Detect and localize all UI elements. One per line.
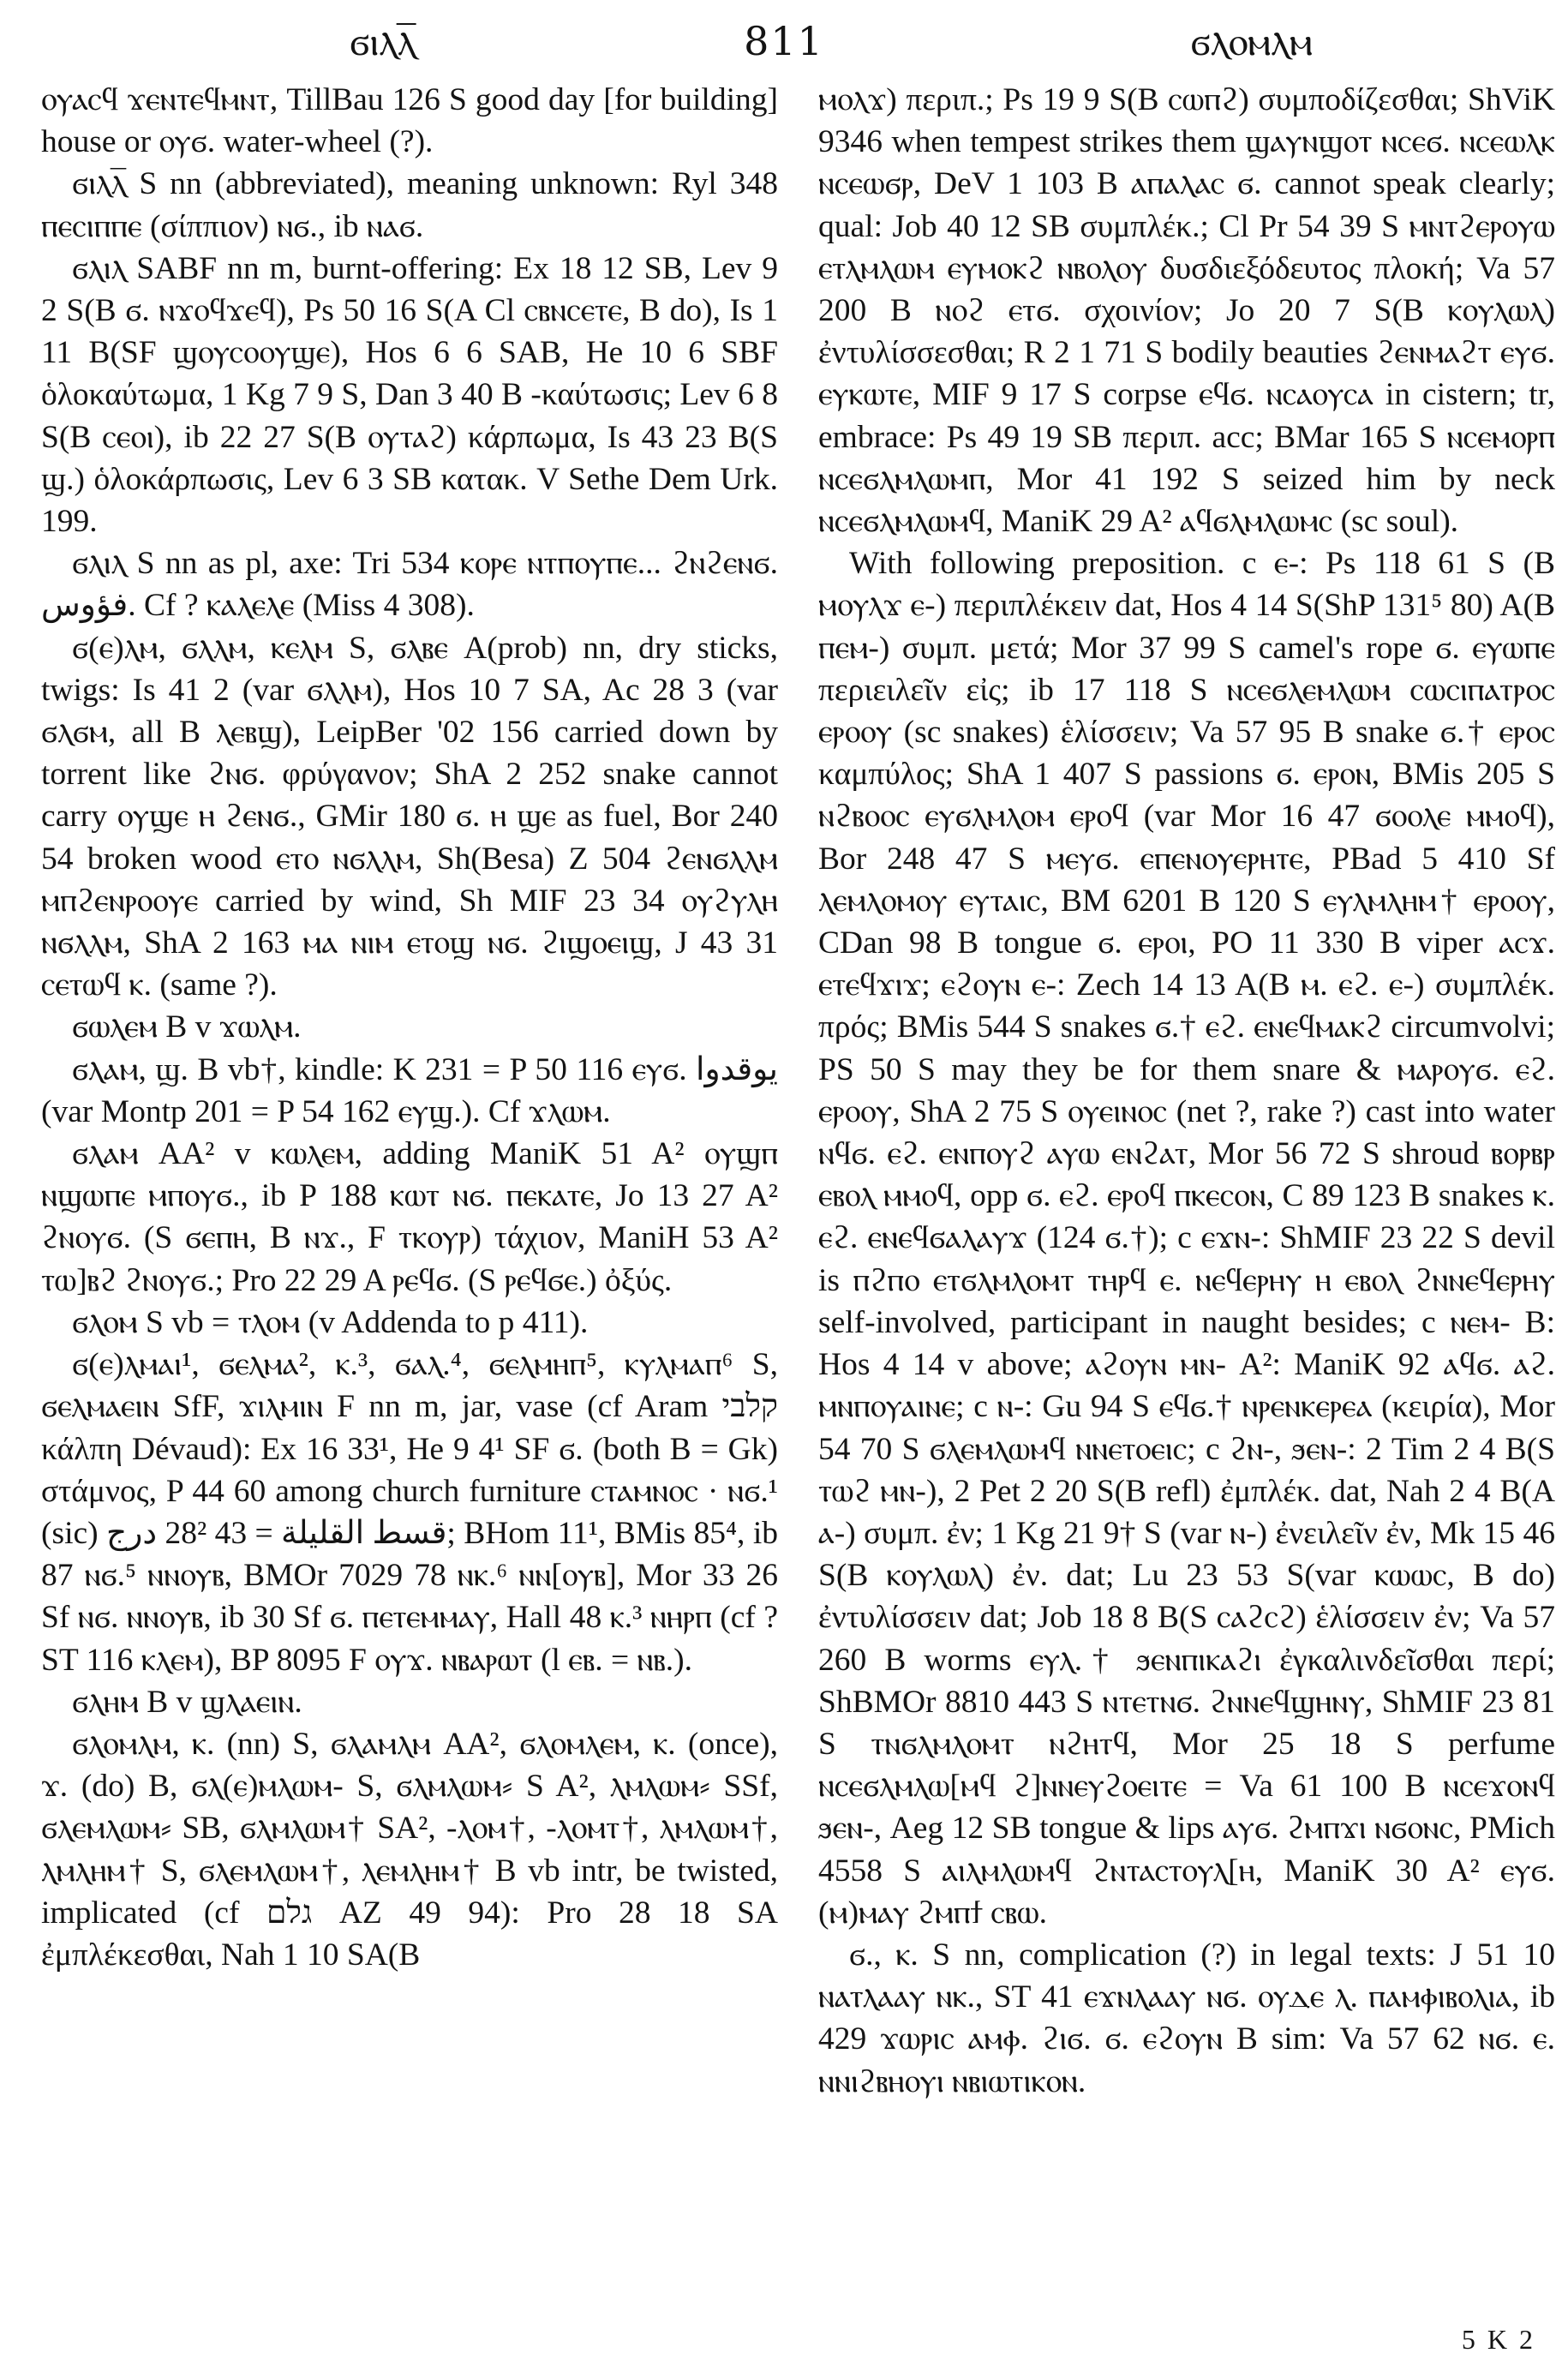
dictionary-entry: ⲙⲟⲗϫ) περιπ.; Ps 19 9 S(B ⲥⲱⲡϩ) συμποδίζεσθαι; ShViK 9346 when tempest strikes them ϣⲁⲩⲛϣⲟⲧ ⲛⲥⲉϭ. ⲛⲥⲉⲱⲗⲕ ⲛⲥⲉⲱϭⲣ, DeV 1 103 B ⲁⲡⲁⲗⲁⲥ ϭ. cannot speak clearly; qual: Job 40 12 SB συμπλέκ.; Cl Pr 54 39 S ⲙⲛⲧϩⲉⲣⲟⲩⲱ ⲉⲧⲗⲙⲗⲱⲙ ⲉⲩⲙⲟⲕϩ ⲛⲃⲟⲗⲟⲩ δυσδιεξόδευτος πλοκή; Va 57 200 B ⲛⲟϩ ⲉⲧϭ. σχοινίον; Jo 20 7 S(B ⲕⲟⲩⲗⲱⲗ) ἐντυλίσσεσθαι; R 2 1 71 S bodily beauties ϩⲉⲛⲙⲁϩⲧ ⲉⲩϭ. ⲉⲩⲕⲱⲧⲉ, MIF 9 17 S corpse ⲉϥϭ. ⲛⲥⲁⲟⲩⲥⲁ in cistern; tr, embrace: Ps 49 19 SB περιπ. acc; BMar 165 S ⲛⲥⲉⲙⲟⲣⲡ ⲛⲥⲉϭⲗⲙⲗⲱⲙⲡ, Mor 41 192 S seized him by neck ⲛⲥⲉϭⲗⲙⲗⲱⲙϥ, ManiK 29 A² ⲁϥϭⲗⲙⲗⲱⲙⲥ (sc soul). xyxy=(818,82,1555,540)
dictionary-entry: ϭⲗⲟⲙⲗⲙ, ⲕ. (nn) S, ϭⲗⲁⲙⲗⲙ AA², ϭⲗⲟⲙⲗⲉⲙ, ⲕ. (once), ϫ. (do) B, ϭⲗ(ⲉ)ⲙⲗⲱⲙ- S, ϭⲗⲙⲗⲱⲙ⸗ S A², ⲗⲙⲗⲱⲙ⸗ SSf, ϭⲗⲉⲙⲗⲱⲙ⸗ SB, ϭⲗⲙⲗⲱⲙ† SA², -ⲗⲟⲙ†, -ⲗⲟⲙⲧ†, ⲗⲙⲗⲱⲙ†, ⲗⲙⲗⲏⲙ† S, ϭⲗⲉⲙⲗⲱⲙ†, ⲗⲉⲙⲗⲏⲙ† B vb intr, be twisted, implicated (cf גלם AZ 49 94): Pro 28 18 SA ἐμπλέκεσθαι, Nah 1 10 SA(B xyxy=(41,1726,778,1973)
dictionary-entry: ϭⲓⲗⲗ̅ S nn (abbreviated), meaning unknown: Ryl 348 ⲡⲉⲥⲓⲡⲡⲉ (σίππιον) ⲛϭ., ib ⲛⲁϭ. xyxy=(41,166,778,244)
dictionary-entry: ϭⲗⲟⲙ S vb = ⲧⲗⲟⲙ (v Addenda to p 411). xyxy=(72,1304,589,1340)
header-left-headword: ϭⲓⲗⲗ̅ xyxy=(350,18,416,64)
dictionary-entry: With following preposition. c ⲉ-: Ps 118 61 S (B ⲙⲟⲩⲗϫ ⲉ-) περιπλέκειν dat, Hos 4 14 S(ShP 131⁵ 80) A(B ⲡⲉⲙ-) συμπ. μετά; Mor 37 99 S camel's rope ϭ. ⲉⲩⲱⲡⲉ περιειλεῖν εἰς; ib 17 118 S ⲛⲥⲉϭⲗⲉⲙⲗⲱⲙ ⲥⲱⲥⲓⲡⲁⲧⲣⲟⲥ ⲉⲣⲟⲟⲩ (sc snakes) ἑλίσσειν; Va 57 95 B snake ϭ.† ⲉⲣⲟⲥ καμπύλος; ShA 1 407 S passions ϭ. ⲉⲣⲟⲛ, BMis 205 S ⲛϩⲃⲟⲟⲥ ⲉⲩϭⲗⲙⲗⲟⲙ ⲉⲣⲟϥ (var Mor 16 47 ϭⲟⲟⲗⲉ ⲙⲙⲟϥ), Bor 248 47 S ⲙⲉⲩϭ. ⲉⲡⲉⲛⲟⲩⲉⲣⲏⲧⲉ, PBad 5 410 Sf ⲗⲉⲙⲗⲟⲙⲟⲩ ⲉⲩⲧⲁⲓⲥ, BM 6201 B 120 S ⲉⲩⲗⲙⲗⲏⲙ† ⲉⲣⲟⲟⲩ, CDan 98 B tongue ϭ. ⲉⲣⲟⲓ, PO 11 330 B viper ⲁⲥϫ. ⲉⲧⲉϥϫⲓϫ; ⲉϩⲟⲩⲛ ⲉ-: Zech 14 13 A(B ⲙ. ⲉϩ. ⲉ-) συμπλέκ. πρός; BMis 544 S snakes ϭ.† ⲉϩ. ⲉⲛⲉϥⲙⲁⲕϩ circumvolvi; PS 50 S may they be for them snare & ⲙⲁⲣⲟⲩϭ. ⲉϩ. ⲉⲣⲟⲟⲩ, ShA 2 75 S ⲟⲩⲉⲓⲛⲟⲥ (net ?, rake ?) cast into water ⲛϥϭ. ⲉϩ. ⲉⲛⲡⲟⲩϩ ⲁⲩⲱ ⲉⲛϩⲁⲧ, Mor 56 72 S shroud ⲃⲟⲣⲃⲣ ⲉⲃⲟⲗ ⲙⲙⲟϥ, opp ϭ. ⲉϩ. ⲉⲣⲟϥ ⲡⲕⲉⲥⲟⲛ, C 89 123 B snakes ⲕ. ⲉϩ. ⲉⲛⲉϥϭⲁⲗⲁⲩϫ (124 ϭ.†); c ⲉϫⲛ-: ShMIF 23 22 S devil is ⲡϩⲡⲟ ⲉⲧϭⲗⲙⲗⲟⲙⲧ ⲧⲏⲣϥ ⲉ. ⲛⲉϥⲉⲣⲏⲩ ⲏ ⲉⲃⲟⲗ ϩⲛⲛⲉϥⲉⲣⲏⲩ self-involved, participant in naught besides; c ⲛⲉⲙ- B: Hos 4 14 v above; ⲁϩⲟⲩⲛ ⲙⲛ- A²: ManiK 92 ⲁϥϭ. ⲁϩ. ⲙⲛⲡⲟⲩⲁⲓⲛⲉ; c ⲛ-: Gu 94 S ⲉϥϭ.† ⲛⲣⲉⲛⲕⲉⲣⲉⲁ (κειρία), Mor 54 70 S ϭⲗⲉⲙⲗⲱⲙϥ ⲛⲛⲉⲧⲟⲉⲓⲥ; c ϩⲛ-, ϧⲉⲛ-: 2 Tim 2 4 B(S ⲧⲱϩ ⲙⲛ-), 2 Pet 2 20 S(B refl) ἐμπλέκ. dat, Nah 2 4 B(A ⲁ-) συμπ. ἐν; 1 Kg 21 9† S (var ⲛ-) ἐνειλεῖν ἐν, Mk 15 46 S(B ⲕⲟⲩⲗⲱⲗ) ἐν. dat; Lu 23 53 S(var ⲕⲱⲱⲥ, B do) ἐντυλίσσειν dat; Job 18 8 B(S ⲥⲁϩⲥϩ) ἑλίσσειν ἐν; Va 57 260 B worms ⲉⲩⲗ.† ϧⲉⲛⲡⲓⲕⲁϩⲓ ἐγκαλινδεῖσθαι περί; ShBMOr 8810 443 S ⲛⲧⲉⲧⲛϭ. ϩⲛⲛⲉϥϣⲏⲛⲩ, ShMIF 23 81 S ⲧⲛϭⲗⲙⲗⲟⲙⲧ ⲛϩⲏⲧϥ, Mor 25 18 S perfume ⲛⲥⲉϭⲗⲙⲗⲱ[ⲙϥ ϩ]ⲛⲛⲉⲩϩⲟⲉⲓⲧⲉ = Va 61 100 B ⲛⲥⲉϫⲟⲛϥ ϧⲉⲛ-, Aeg 12 SB tongue & lips ⲁⲩϭ. ϩⲙⲡϫⲓ ⲛϭⲟⲛⲥ, PMich 4558 S ⲁⲓⲗⲙⲗⲱⲙϥ ϩⲛⲧⲁⲥⲧⲟⲩⲗ[ⲏ, ManiK 30 A² ⲉⲩϭ. (ⲙ)ⲙⲁⲩ ϩⲙⲡϯ ⲥⲃⲱ. xyxy=(818,546,1555,1931)
dictionary-entry: ϭ(ⲉ)ⲗⲙⲁⲓ¹, ϭⲉⲗⲙⲁ², ⲕ.³, ϭⲁⲗ.⁴, ϭⲉⲗⲙⲏⲡ⁵, ⲕⲩⲗⲙⲁⲡ⁶ S, ϭⲉⲗⲙⲁⲉⲓⲛ SfF, ϫⲓⲗⲙⲓⲛ F nn m, jar, vase (cf Aram קלבי κάλπη Dévaud): Ex 16 33¹, He 9 4¹ SF ϭ. (both B = Gk) στάμνος, P 44 60 among church furniture ⲥⲧⲁⲙⲛⲟⲥ · ⲛϭ.¹ (sic) ﻗﺴﻂ ﺍﻟﻘﻠﻴﻠﺔ = 43 28² ﺩﺭﺝ; BHom 11¹, BMis 85⁴, ib 87 ⲛϭ.⁵ ⲛⲛⲟⲩⲃ, BMOr 7029 78 ⲛⲕ.⁶ ⲛⲛ[ⲟⲩⲃ], Mor 33 26 Sf ⲛϭ. ⲛⲛⲟⲩⲃ, ib 30 Sf ϭ. ⲡⲉⲧⲉⲙⲙⲁⲩ, Hall 48 ⲕ.³ ⲛⲏⲣⲡ (cf ? ST 116 ⲕⲗⲉⲙ), BP 8095 F ⲟⲩϫ. ⲛⲃⲁⲣⲱⲧ (l ⲉⲃ. = ⲛⲃ.). xyxy=(41,1347,778,1678)
dictionary-entry: ϭⲗⲁⲙ, ϣ. B vb†, kindle: K 231 = P 50 116 ⲉⲩϭ. ﻳﻮﻗﺪﻭﺍ (var Montp 201 = P 54 162 ⲉⲩϣ.). Cf ϫⲗⲱⲙ. xyxy=(41,1051,778,1129)
left-column xyxy=(41,79,778,1976)
dictionary-entry: ϭⲱⲗⲉⲙ B v ϫⲱⲗⲙ. xyxy=(72,1009,302,1045)
signature-mark: 5 K 2 xyxy=(1461,2324,1535,2355)
dictionary-entry: ϭⲗⲓⲗ SABF nn m, burnt-offering: Ex 18 12 SB, Lev 9 2 S(B ϭ. ⲛϫⲟϥϫⲉϥ), Ps 50 16 S(A Cl ⲥⲃⲛⲥⲉⲧⲉ, B do), Is 1 11 B(SF ϣⲟⲩⲥⲟⲟⲩϣⲉ), Hos 6 6 SAB, He 10 6 SBF ὁλοκαύτωμα, 1 Kg 7 9 S, Dan 3 40 B -καύτωσις; Lev 6 8 S(B ⲥⲉⲟⲓ), ib 22 27 S(B ⲟⲩⲧⲁϩ) κάρπωμα, Is 43 23 B(S ϣ.) ὁλοκάρπωσις, Lev 6 3 SB κατακ. V Sethe Dem Urk. 199. xyxy=(41,250,778,540)
header-right-headword: ϭⲗⲟⲙⲗⲙ xyxy=(1190,18,1313,64)
dictionary-entry: ϭⲗⲏⲙ B v ϣⲗⲁⲉⲓⲛ. xyxy=(72,1684,302,1720)
right-column xyxy=(818,79,1555,2103)
page-header xyxy=(41,15,1527,67)
dictionary-entry: ϭ., ⲕ. S nn, complication (?) in legal texts: J 51 10 ⲛⲁⲧⲗⲁⲁⲩ ⲛⲕ., ST 41 ⲉϫⲛⲗⲁⲁⲩ ⲛϭ. ⲟⲩⲇⲉ ⲗ. ⲡⲁⲙⲫⲓⲃⲟⲗⲓⲁ, ib 429 ϫⲱⲣⲓⲥ ⲁⲙⲫ. ϩⲓϭ. ϭ. ⲉϩⲟⲩⲛ B sim: Va 57 62 ⲛϭ. ⲉ. ⲛⲛⲓϩⲃⲏⲟⲩⲓ ⲛⲃⲓⲱⲧⲓⲕⲟⲛ. xyxy=(818,1937,1555,2099)
dictionary-entry: ⲟⲩⲁⲥϥ ϫⲉⲛⲧⲉϥⲙⲛⲧ, TillBau 126 S good day [for building] house or ⲟⲩϭ. water-wheel (?). xyxy=(41,82,778,160)
page-number: 811 xyxy=(744,18,824,64)
dictionary-entry: ϭⲗⲓⲗ S nn as pl, axe: Tri 534 ⲕⲟⲣⲉ ⲛⲧⲡⲟⲩⲡⲉ... ϩⲛϩⲉⲛϭ. ﻓﺆﻭﺱ. Cf ? ⲕⲁⲗⲉⲗⲉ (Miss 4 308). xyxy=(41,546,778,624)
dictionary-entry: ϭ(ⲉ)ⲗⲙ, ϭⲗⲗⲙ, ⲕⲉⲗⲙ S, ϭⲗⲃⲉ A(prob) nn, dry sticks, twigs: Is 41 2 (var ϭⲗⲗⲙ), Hos 10 7 SA, Ac 28 3 (var ϭⲗϭⲙ, all B ⲗⲉⲃϣ), LeipBer '02 156 carried down by torrent like ϩⲛϭ. φρύγανον; ShA 2 252 snake cannot carry ⲟⲩϣⲉ ⲏ ϩⲉⲛϭ., GMir 180 ϭ. ⲏ ϣⲉ as fuel, Bor 240 54 broken wood ⲉⲧⲟ ⲛϭⲗⲗⲙ, Sh(Besa) Z 504 ϩⲉⲛϭⲗⲗⲙ ⲙⲡϩⲉⲛⲣⲟⲟⲩⲉ carried by wind, Sh MIF 23 34 ⲟⲩϩⲩⲗⲏ ⲛϭⲗⲗⲙ, ShA 2 163 ⲙⲁ ⲛⲓⲙ ⲉⲧⲟϣ ⲛϭ. ϩⲓϣⲟⲉⲓϣ, J 43 31 ⲥⲉⲧⲱϥ ⲕ. (same ?). xyxy=(41,630,778,1003)
dictionary-entry: ϭⲗⲁⲙ AA² v ⲕⲱⲗⲉⲙ, adding ManiK 51 A² ⲟⲩϣⲡ ⲛϣⲱⲡⲉ ⲙⲡⲟⲩϭ., ib P 188 ⲕⲱⲧ ⲛϭ. ⲡⲉⲕⲁⲧⲉ, Jo 13 27 A² ϩⲛⲟⲩϭ. (S ϭⲉⲡⲏ, B ⲛϫ., F ⲧⲕⲟⲩⲣ) τάχιον, ManiH 53 A² ⲧⲱ]ⲃϩ ϩⲛⲟⲩϭ.; Pro 22 29 A ⲣⲉϥϭ. (S ⲣⲉϥϭⲉ.) ὀξύς. xyxy=(41,1136,778,1298)
